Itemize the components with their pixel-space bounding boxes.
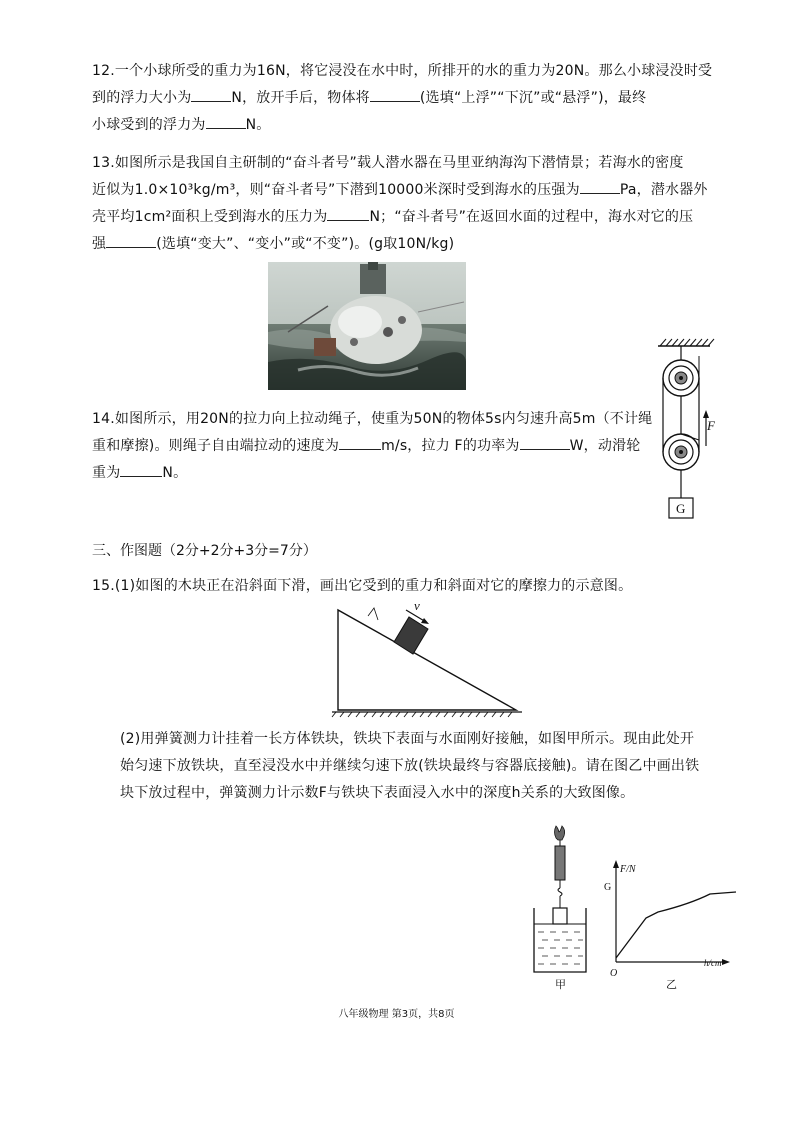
answer-blank[interactable] <box>580 177 620 194</box>
answer-blank[interactable] <box>339 433 381 450</box>
answer-blank[interactable] <box>120 460 162 477</box>
answer-blank[interactable] <box>191 85 231 102</box>
figure-b-graph <box>600 852 744 992</box>
figure-a-spring-scale <box>526 822 598 992</box>
answer-blank[interactable] <box>106 231 156 248</box>
x-axis-label: h/cm <box>704 958 722 968</box>
y-tick-label: G <box>604 882 612 893</box>
question-13: 13.如图所示是我国自主研制的“奋斗者号”载人潜水器在马里亚纳海沟下潜情景；若海水的密度 近似为1.0×10³kg/m³，则“奋斗者号”下潜到10000米深时受到海水的压强为 Pa，潜水器外 壳平均1cm²面积上受到海水的压力为 N；“奋斗者号”在返回水面的过程中，海水对它的压 强 (选填“变大”、“变小”或“不变”)。(g取10N/kg) <box>92 155 708 252</box>
force-label: F <box>707 418 715 433</box>
answer-blank[interactable] <box>520 433 570 450</box>
submersible-photo <box>268 262 466 390</box>
answer-blank[interactable] <box>327 204 369 221</box>
weight-label: G <box>676 501 686 516</box>
velocity-label: v <box>414 600 420 613</box>
answer-blank[interactable] <box>370 85 420 102</box>
y-axis-label: F/N <box>620 864 636 875</box>
figure-a-label: 甲 <box>555 979 566 991</box>
page-footer: 八年级物理 第3页，共8页 <box>338 1009 455 1020</box>
question-14: 14.如图所示，用20N的拉力向上拉动绳子，使重为50N的物体5s内匀速升高5m（不计绳 重和摩擦)。则绳子自由端拉动的速度为 m/s，拉力 F的功率为 W，动滑轮 重为 N。 <box>92 411 653 481</box>
figure-b-label: 乙 <box>666 979 677 991</box>
question-15-1: 15.(1)如图的木块正在沿斜面下滑，画出它受到的重力和斜面对它的摩擦力的示意图。 <box>92 578 633 594</box>
question-15-2: (2)用弹簧测力计挂着一长方体铁块，铁块下表面与水面刚好接触，如图甲所示。现由此处开 始匀速下放铁块，直至浸没水中并继续匀速下放(铁块最终与容器底接触)。请在图乙中画出铁 块下放过程中，弹簧测力计示数F与铁块下表面浸入水中的深度h关系的大致图像。 <box>120 731 700 801</box>
incline-diagram <box>330 600 526 718</box>
section-heading: 三、作图题（2分+2分+3分=7分） <box>92 543 317 559</box>
origin-label: O <box>610 968 618 979</box>
question-12: 12.一个小球所受的重力为16N，将它浸没在水中时，所排开的水的重力为20N。那么小球浸没时受 到的浮力大小为 N，放开手后，物体将 (选填“上浮”“下沉”或“悬浮”)，最终 小球受到的浮力为 N。 <box>92 63 713 133</box>
answer-blank[interactable] <box>206 112 246 129</box>
